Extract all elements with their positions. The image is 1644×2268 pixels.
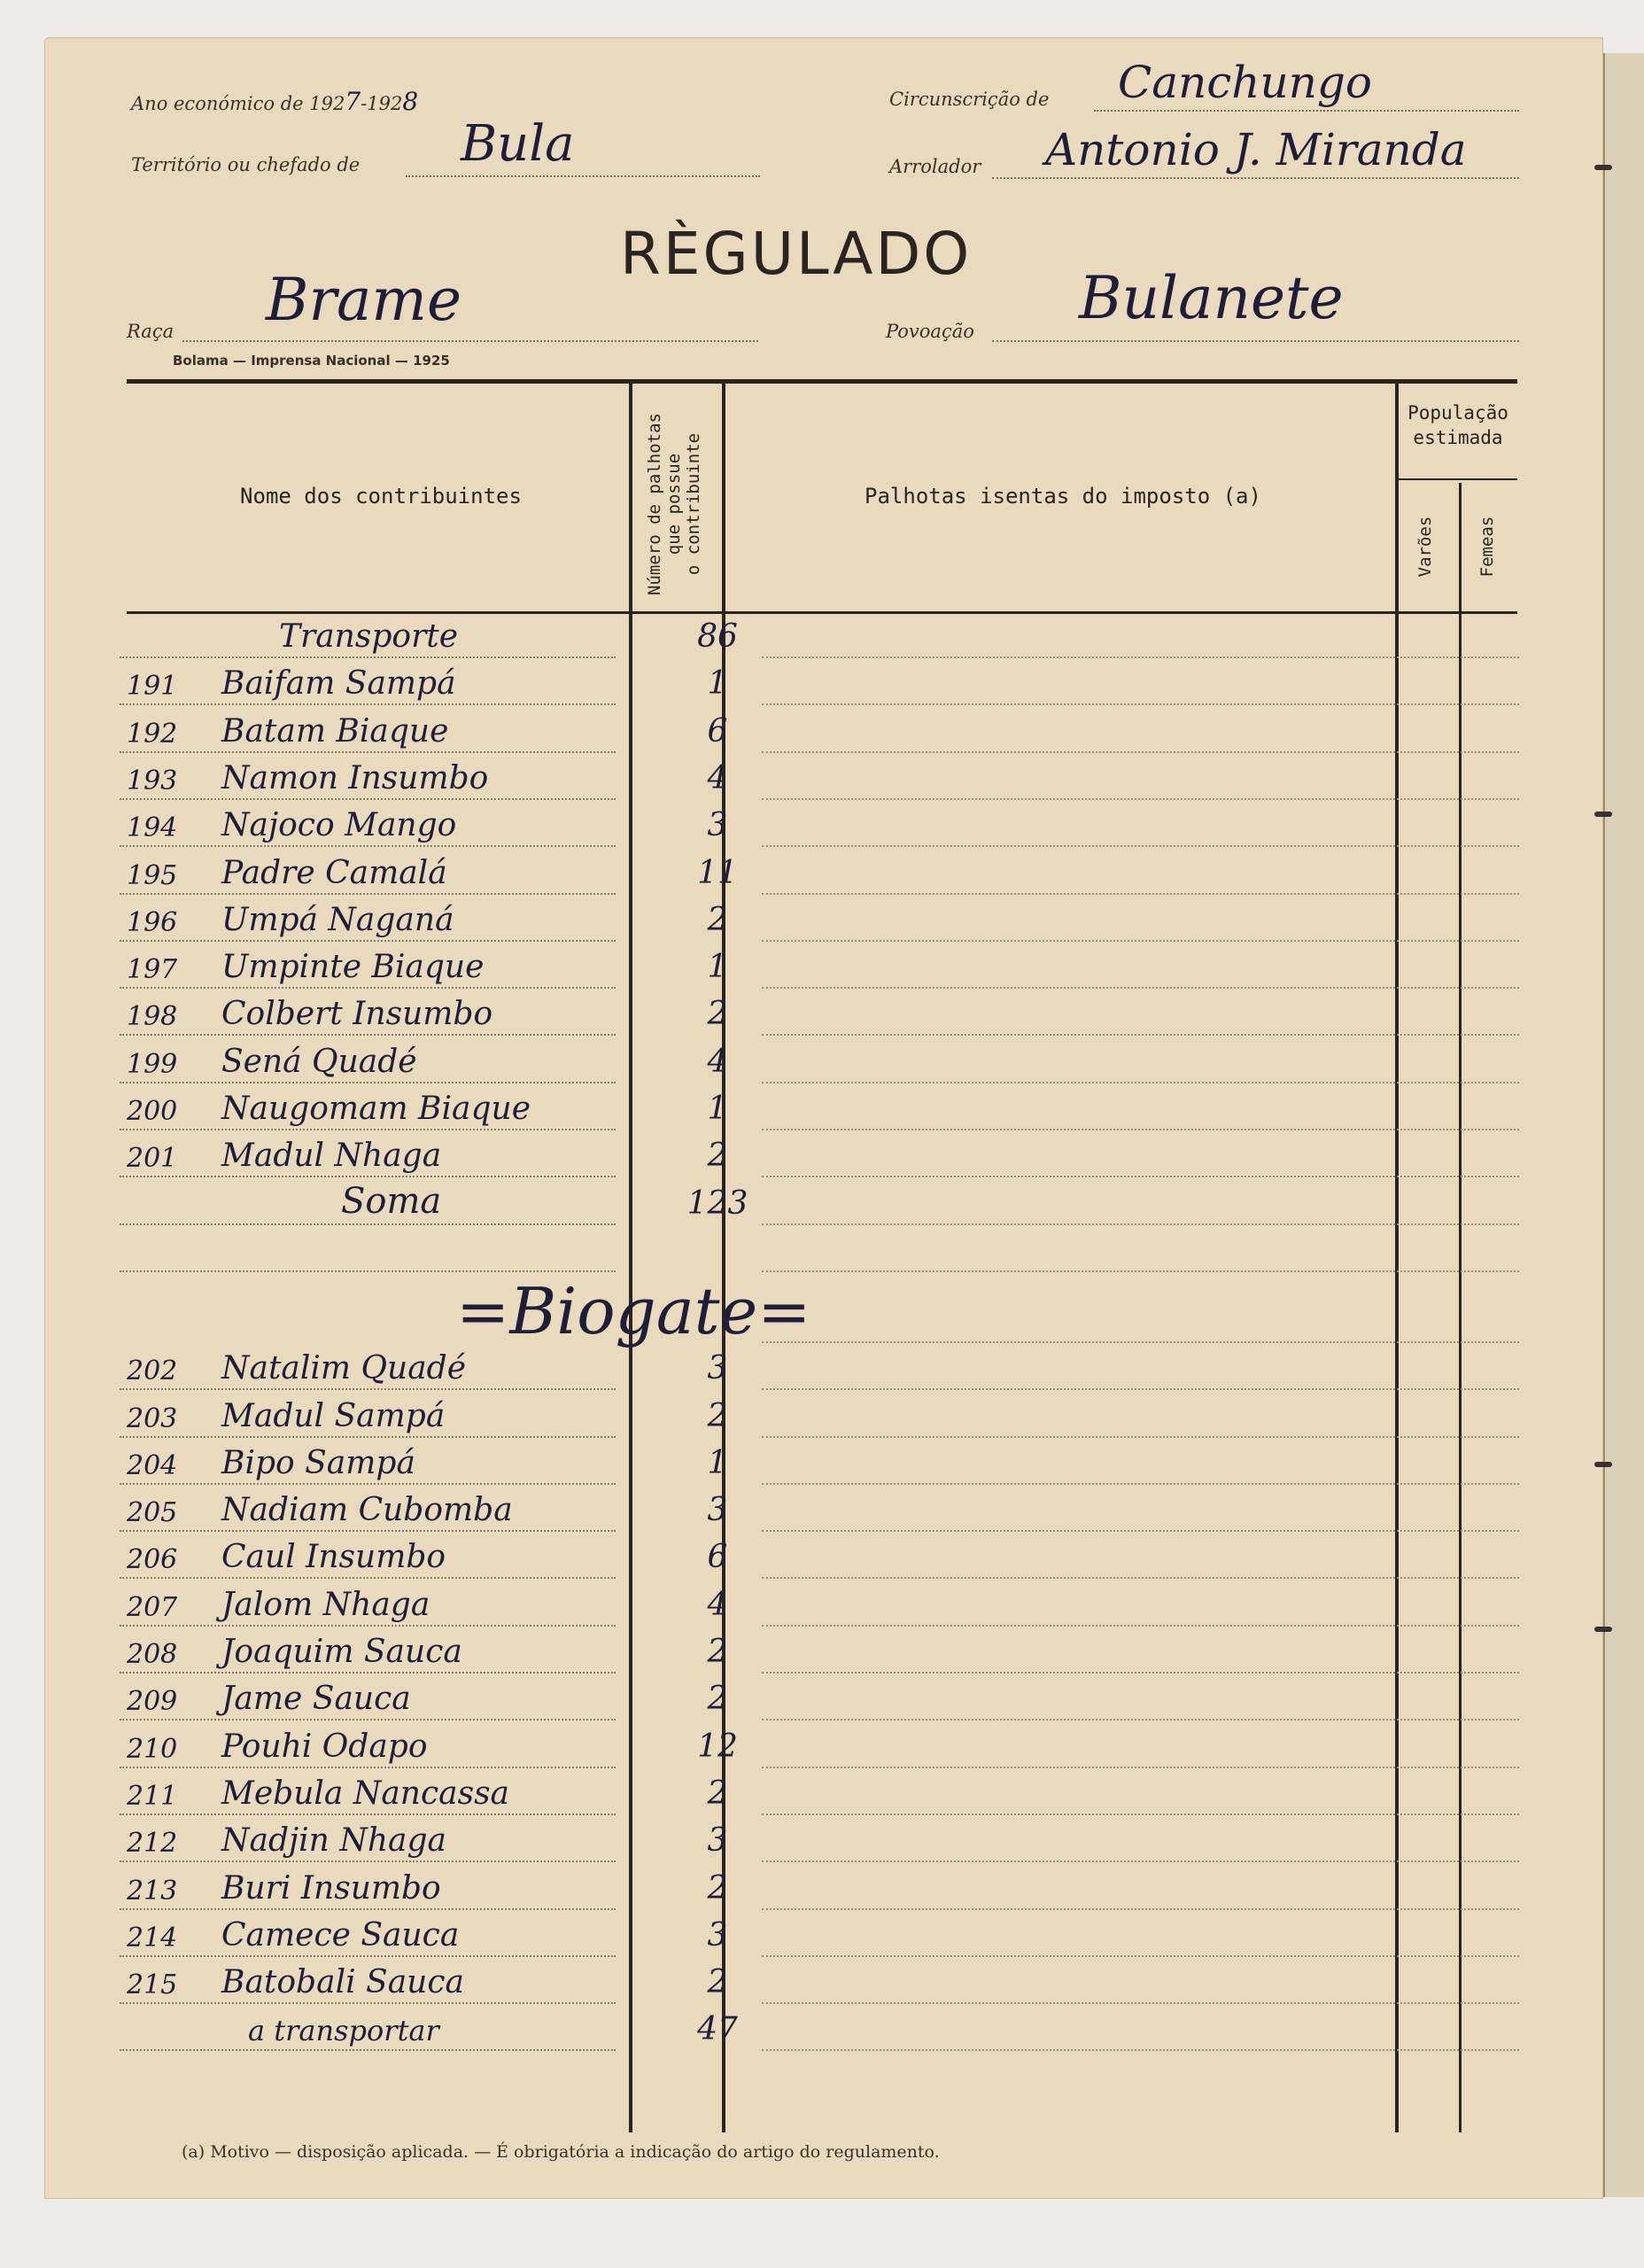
row-number: 192 — [127, 718, 178, 750]
row-number: 214 — [127, 1922, 178, 1953]
table-row — [120, 800, 1519, 847]
ano-value-2: 8 — [402, 87, 419, 116]
table-row — [120, 1815, 1519, 1862]
row-number: 204 — [127, 1449, 178, 1481]
hut-count: 2 — [707, 1634, 728, 1670]
povoacao-line — [992, 340, 1519, 342]
row-number: 211 — [127, 1780, 178, 1812]
hut-count: 86 — [697, 618, 738, 655]
table-row — [120, 753, 1519, 800]
binding-hole — [1594, 165, 1612, 170]
section-heading-row — [120, 1272, 1519, 1349]
table-row — [120, 942, 1519, 989]
table-row — [120, 1580, 1519, 1627]
row-number: 197 — [127, 954, 178, 986]
hut-count: 2 — [707, 1397, 728, 1434]
col-varoes-header: Varões — [1415, 516, 1435, 578]
contributor-name: Nadiam Cubomba — [221, 1492, 513, 1529]
a-transportar-row — [120, 2004, 1519, 2051]
table-row — [120, 1485, 1519, 1532]
raca-value: Brame — [266, 266, 462, 334]
table-row — [120, 658, 1519, 705]
table-row — [120, 1438, 1519, 1485]
contributor-name: Batam Biaque — [221, 712, 449, 750]
circunscricao-label: Circunscrição de — [889, 89, 1050, 110]
table-row — [120, 1037, 1519, 1084]
hut-count: 2 — [707, 996, 728, 1033]
hut-count: 3 — [707, 1916, 728, 1953]
row-number: 203 — [127, 1402, 178, 1434]
contributor-name: Umpinte Biaque — [221, 949, 485, 986]
row-number: 208 — [127, 1639, 178, 1670]
row-number: 215 — [127, 1969, 178, 2001]
hut-count: 4 — [707, 1043, 728, 1080]
hut-count: 6 — [707, 712, 728, 750]
raca-line — [182, 340, 758, 342]
contributor-name: Umpá Naganá — [221, 901, 454, 938]
col-count-header: Número de palhotas que possue o contribuinte — [645, 413, 703, 595]
pop-header-rule — [1399, 478, 1517, 480]
contributor-name: Madul Sampá — [221, 1397, 446, 1434]
arrolador-label: Arrolador — [889, 156, 981, 177]
hut-count: 3 — [707, 807, 728, 844]
row-number: 213 — [127, 1875, 178, 1907]
row-number: 202 — [127, 1355, 178, 1387]
hut-count: 1 — [707, 949, 728, 986]
povoacao-label: Povoação — [886, 321, 974, 342]
row-number: 200 — [127, 1096, 178, 1127]
dotted-rule — [120, 2049, 616, 2051]
contributor-name: Colbert Insumbo — [221, 996, 493, 1033]
table-row — [120, 895, 1519, 942]
contributor-name: Bipo Sampá — [221, 1444, 415, 1481]
row-number: 212 — [127, 1828, 178, 1860]
territorio-line — [406, 175, 760, 177]
row-number: 191 — [127, 671, 178, 703]
row-number: 198 — [127, 1001, 178, 1033]
contributor-name: Joaquim Sauca — [221, 1634, 462, 1670]
table-row — [120, 1863, 1519, 1910]
contributor-name: Namon Insumbo — [221, 759, 489, 796]
hut-count: 3 — [707, 1492, 728, 1529]
row-number: 209 — [127, 1686, 178, 1718]
hut-count: 3 — [707, 1822, 728, 1860]
page-title: RÈGULADO — [620, 220, 973, 288]
circunscricao-value: Canchungo — [1118, 57, 1372, 108]
binding-hole — [1594, 1627, 1612, 1632]
hut-count: 2 — [707, 1681, 728, 1718]
table-row — [120, 1910, 1519, 1957]
binding-hole — [1594, 1462, 1612, 1467]
hut-count: 1 — [707, 665, 728, 703]
contributor-name: Natalim Quadé — [221, 1350, 467, 1387]
contributor-name: Soma — [341, 1180, 442, 1222]
arrolador-value: Antonio J. Miranda — [1045, 124, 1467, 175]
soma-row — [120, 1178, 1519, 1225]
ano-label: Ano económico de 1927-1928 — [131, 87, 419, 116]
contributor-name: Mebula Nancassa — [221, 1775, 510, 1812]
hut-count: 123 — [686, 1184, 748, 1222]
row-number: 194 — [127, 812, 178, 844]
table-row — [120, 1768, 1519, 1815]
contributor-name: a transportar — [248, 2014, 439, 2048]
row-number: 199 — [127, 1048, 178, 1080]
next-page-edge — [1603, 53, 1644, 2197]
raca-label: Raça — [127, 321, 174, 342]
col-exempt-header: Palhotas isentas do imposto (a) — [865, 484, 1261, 509]
hut-count: 4 — [707, 1586, 728, 1623]
hut-count: 1 — [707, 1091, 728, 1127]
hut-count: 2 — [707, 1869, 728, 1907]
row-number: 201 — [127, 1143, 178, 1175]
section-title: =Biogate= — [456, 1274, 811, 1349]
footnote: (a) Motivo — disposição aplicada. — É obrigatória a indicação do artigo do regulamento. — [182, 2142, 940, 2162]
col-femeas-header: Femeas — [1477, 516, 1497, 578]
dotted-rule — [762, 2049, 1519, 2051]
contributor-name: Sená Quadé — [221, 1043, 417, 1080]
contributor-name: Pouhi Odapo — [221, 1728, 428, 1765]
row-number: 195 — [127, 859, 178, 891]
hut-count: 11 — [697, 854, 738, 891]
imprint: Bolama — Imprensa Nacional — 1925 — [173, 353, 450, 369]
hut-count: 3 — [707, 1350, 728, 1387]
contributor-name: Transporte — [279, 618, 459, 655]
contributor-name: Padre Camalá — [221, 854, 447, 891]
contributor-name: Naugomam Biaque — [221, 1091, 531, 1127]
hut-count: 12 — [697, 1728, 738, 1765]
table-row — [120, 1627, 1519, 1674]
contributor-name: Baifam Sampá — [221, 665, 456, 703]
transporte-row — [120, 611, 1519, 658]
row-number: 207 — [127, 1591, 178, 1623]
hut-count: 4 — [707, 759, 728, 796]
contributor-name: Batobali Sauca — [221, 1964, 464, 2001]
row-number: 206 — [127, 1544, 178, 1576]
contributor-name: Nadjin Nhaga — [221, 1822, 446, 1860]
contributor-name: Jalom Nhaga — [221, 1586, 430, 1623]
col-pop-header: População estimada — [1407, 402, 1508, 448]
col-name-header: Nome dos contribuintes — [240, 484, 522, 509]
territorio-label: Território ou chefado de — [131, 154, 361, 175]
table-row — [120, 1130, 1519, 1177]
contributor-name: Najoco Mango — [221, 807, 457, 844]
row-number: 210 — [127, 1733, 178, 1765]
blank-row — [120, 1225, 1519, 1272]
hut-count: 2 — [707, 901, 728, 938]
table-row — [120, 848, 1519, 895]
arrolador-line — [992, 177, 1519, 179]
contributor-name: Camece Sauca — [221, 1916, 460, 1953]
row-number: 196 — [127, 906, 178, 938]
table-top-rule — [127, 379, 1517, 384]
hut-count: 2 — [707, 1138, 728, 1175]
table-row — [120, 1957, 1519, 2004]
hut-count: 6 — [707, 1539, 728, 1576]
table-row — [120, 1532, 1519, 1579]
ano-value-1: 7 — [345, 87, 361, 116]
contributor-name: Caul Insumbo — [221, 1539, 446, 1576]
table-row — [120, 1391, 1519, 1438]
table-row — [120, 1674, 1519, 1720]
hut-count: 2 — [707, 1964, 728, 2001]
row-number: 193 — [127, 765, 178, 796]
contributor-name: Jame Sauca — [221, 1681, 411, 1718]
territorio-value: Bula — [461, 115, 575, 173]
row-number: 205 — [127, 1497, 178, 1529]
binding-hole — [1594, 812, 1612, 817]
table-row — [120, 706, 1519, 753]
hut-count: 47 — [697, 2011, 738, 2048]
table-row — [120, 1721, 1519, 1768]
contributor-name: Madul Nhaga — [221, 1138, 442, 1175]
table-row — [120, 1343, 1519, 1390]
circunscricao-line — [1094, 110, 1519, 112]
contributor-name: Buri Insumbo — [221, 1869, 441, 1907]
table-row — [120, 1084, 1519, 1130]
povoacao-value: Bulanete — [1079, 264, 1344, 332]
table-row — [120, 989, 1519, 1036]
hut-count: 2 — [707, 1775, 728, 1812]
hut-count: 1 — [707, 1444, 728, 1481]
